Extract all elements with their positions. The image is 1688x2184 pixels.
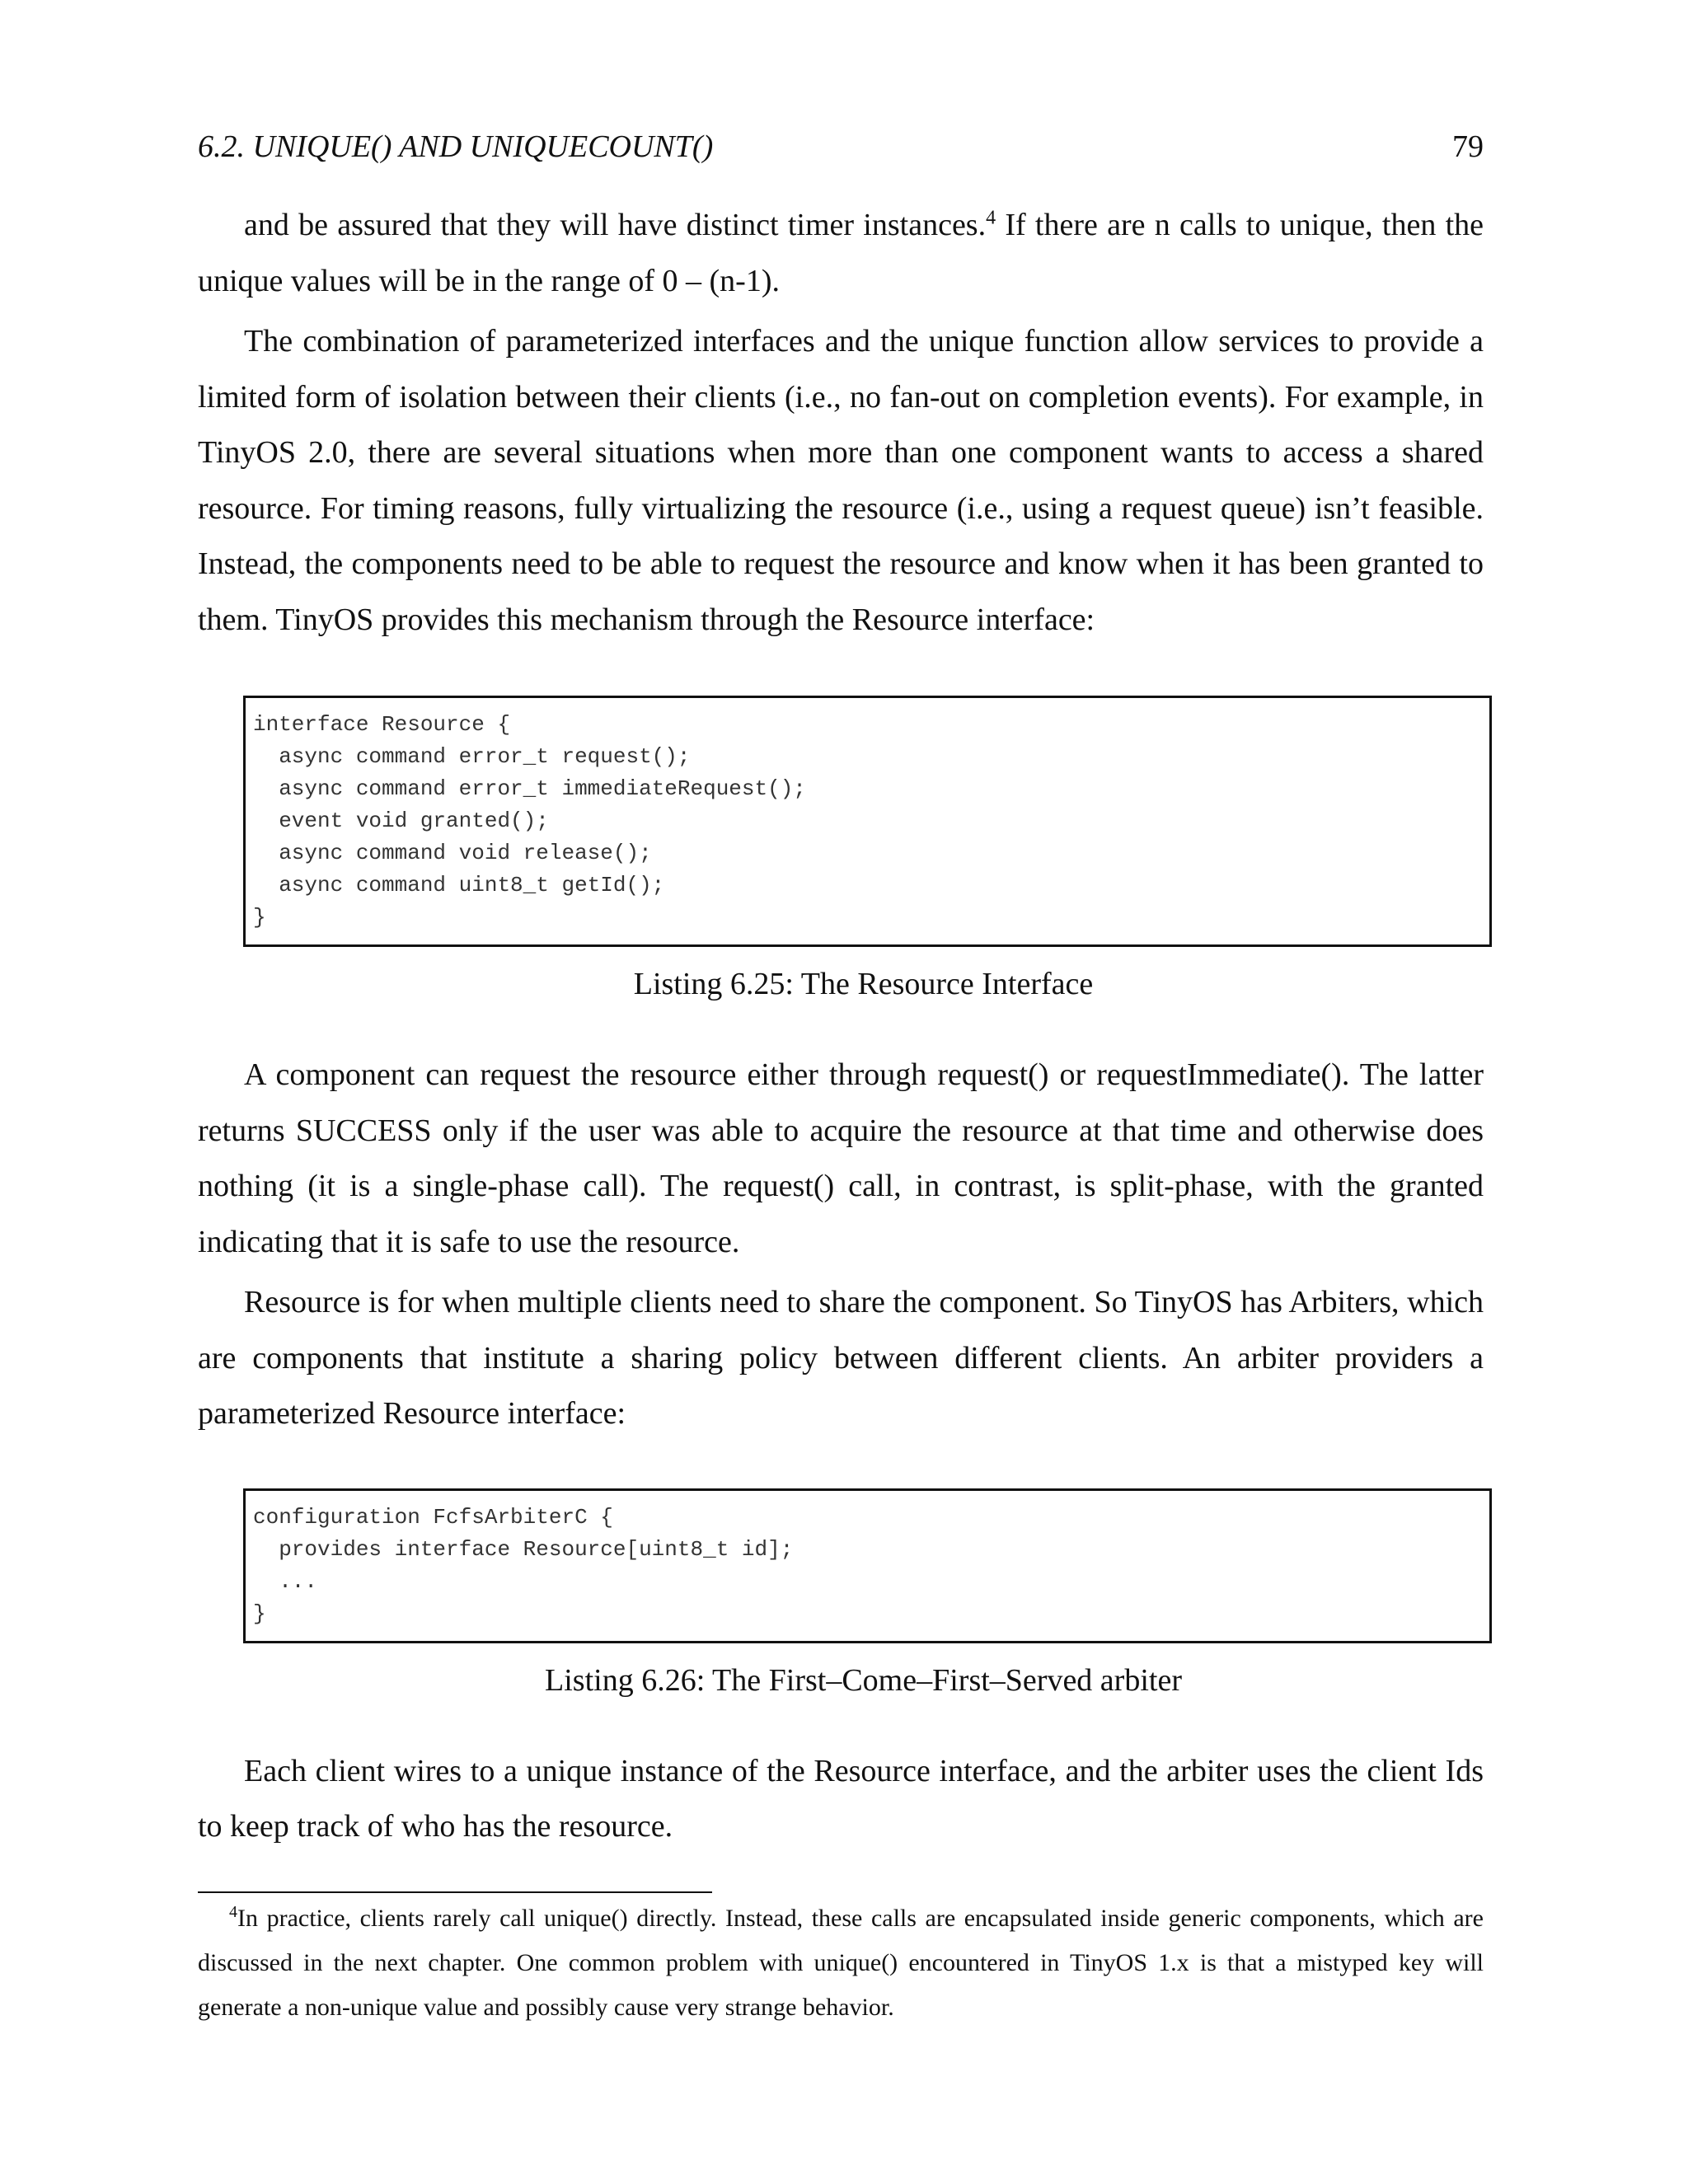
footnote-divider [198, 1891, 712, 1893]
listing-caption: Listing 6.25: The Resource Interface [633, 967, 1094, 1001]
paragraph-text: and be assured that they will have distinct timer instances. [244, 208, 987, 242]
section-title: 6.2. UNIQUE() AND UNIQUECOUNT() [198, 129, 714, 164]
code-listing-resource [243, 696, 1492, 947]
paragraph-client-wiring: Each client wires to a unique instance of the Resource interface, and the arbiter uses the client Ids to keep track of who has the resource. [198, 1753, 1484, 1844]
book-page [198, 0, 1484, 2184]
footnote [198, 1896, 1484, 2030]
page-number: 79 [1452, 129, 1484, 164]
code-block: interface Resource { async command error_t request(); async command error_t immediateRequest(); event void granted(); async command void release(); async command uint8_t getId(); } [253, 712, 806, 930]
paragraph-request-calls: A component can request the resource either through request() or requestImmediate(). The latter returns SUCCESS only if the user was able to acquire the resource at that time and otherwise does nothing (it is a single-phase call). The request() call, in contrast, is split-phase, with the granted indicating that it is safe to use the resource. [198, 1057, 1484, 1259]
footnote-mark: 4 [229, 1902, 237, 1921]
paragraph-arbiters: Resource is for when multiple clients need to share the component. So TinyOS has Arbiters, which are components that institute a sharing policy between different clients. An arbiter providers a parameterized Resource interface: [198, 1285, 1484, 1431]
footnote-reference[interactable]: 4 [986, 207, 996, 229]
page-body [198, 198, 1484, 2030]
paragraph-text: If there are n calls to unique, then the unique values will be in the range of 0 – (n-1). [198, 208, 1484, 298]
footnote-text: In practice, clients rarely call unique() directly. Instead, these calls are encapsulated inside generic components, which are discussed in the next chapter. One common problem with unique() encountered in TinyOS 1.x is that a mistyped key will generate a non-unique value and possibly cause very strange behavior. [198, 1904, 1484, 2021]
listing-caption: Listing 6.26: The First–Come–First–Served arbiter [545, 1662, 1182, 1698]
code-listing-arbiter [243, 1488, 1492, 1643]
running-header [198, 124, 1484, 165]
paragraph-parameterized-interfaces: The combination of parameterized interfaces and the unique function allow services to provide a limited form of isolation between their clients (i.e., no fan-out on completion events). For example, in TinyOS 2.0, there are several situations when more than one component wants to access a shared resource. For timing reasons, fully virtualizing the resource (i.e., using a request queue) isn’t feasible. Instead, the components need to be able to request the resource and know when it has been granted to them. TinyOS provides this mechanism through the Resource interface: [198, 324, 1484, 637]
code-block: configuration FcfsArbiterC { provides interface Resource[uint8_t id]; ... } [253, 1504, 794, 1626]
paragraph-unique-range [198, 198, 1484, 309]
